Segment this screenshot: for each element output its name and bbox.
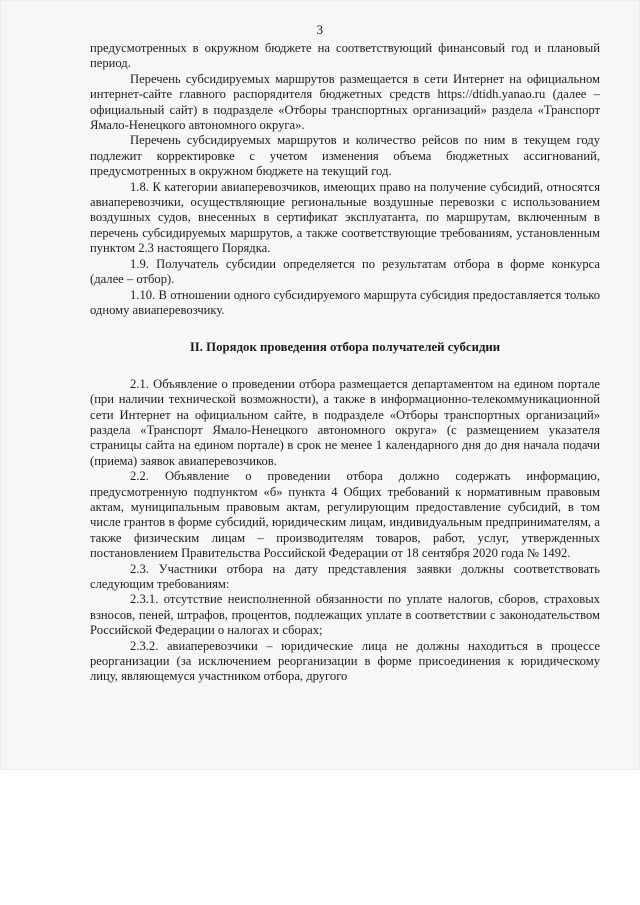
paragraph-continuation: предусмотренных в окружном бюджете на соответствующий финансовый год и плановый период. <box>90 41 600 71</box>
paragraph-2-3-1: 2.3.1. отсутствие неисполненной обязанности по уплате налогов, сборов, страховых взносов, пеней, штрафов, процентов, подлежащих уплате в соответствии с законодательством Российской Федерации о налогах и сборах; <box>90 592 600 638</box>
paragraph-1-9: 1.9. Получатель субсидии определяется по результатам отбора в форме конкурса (далее – отбор). <box>90 256 600 287</box>
paragraph-2-3-2: 2.3.2. авиаперевозчики – юридические лица не должны находиться в процессе реорганизации (за исключением реорганизации в форме присоединения к юридическому лицу, являющемуся участником отбора, другого <box>90 638 600 684</box>
paragraph-1-10: 1.10. В отношении одного субсидируемого маршрута субсидия предоставляется только одному авиаперевозчику. <box>90 287 600 317</box>
paragraph-2-3: 2.3. Участники отбора на дату представления заявки должны соответствовать следующим требованиям: <box>90 561 600 591</box>
paragraph-2-1: 2.1. Объявление о проведении отбора размещается департаментом на едином портале (при наличии технической возможности), а также в информационно-телекоммуникационной сети Интернет на официальном сайте, в подразделе «Отборы транспортных организаций» раздела «Транспорт Ямало-Ненецкого автономного округа» (с размещением указателя страницы сайта на едином портале) в срок не менее 1 календарного дня до дня начала подачи (приема) заявок авиаперевозчиков. <box>90 376 600 468</box>
paragraph-route-adjustment: Перечень субсидируемых маршрутов и количество рейсов по ним в текущем году подлежит корректировке с учетом изменения объема бюджетных ассигнований, предусмотренных в окружном бюджете на текущий год. <box>90 133 600 179</box>
document-body <box>90 41 600 685</box>
section-heading: II. Порядок проведения отбора получателей субсидии <box>189 340 501 355</box>
paragraph-route-list: Перечень субсидируемых маршрутов размещается в сети Интернет на официальном интернет-сайте главного распорядителя бюджетных средств https://dtidh.yanao.ru (далее – официальный сайт) в подразделе «Отборы транспортных организаций» раздела «Транспорт Ямало-Ненецкого автономного округа». <box>90 71 600 133</box>
paragraph-2-2: 2.2. Объявление о проведении отбора должно содержать информацию, предусмотренную подпунктом «б» пункта 4 Общих требований к нормативным правовым актам, муниципальным правовым актам, регулирующим предоставление субсидий, в том числе грантов в форме субсидий, юридическим лицам, индивидуальным предпринимателям, а также физическим лицам – производителям товаров, работ, услуг, утвержденных постановлением Правительства Российской Федерации от 18 сентября 2020 года № 1492. <box>90 469 600 561</box>
page-number: 3 <box>316 22 324 37</box>
paragraph-1-8: 1.8. К категории авиаперевозчиков, имеющих право на получение субсидий, относятся авиаперевозчики, осуществляющие региональные воздушные перевозки с использованием воздушных судов, внесенных в сертификат эксплуатанта, по маршрутам, включенным в перечень субсидируемых маршрутов, а также соответствующие требованиям, установленным пунктом 2.3 настоящего Порядка. <box>90 179 600 256</box>
